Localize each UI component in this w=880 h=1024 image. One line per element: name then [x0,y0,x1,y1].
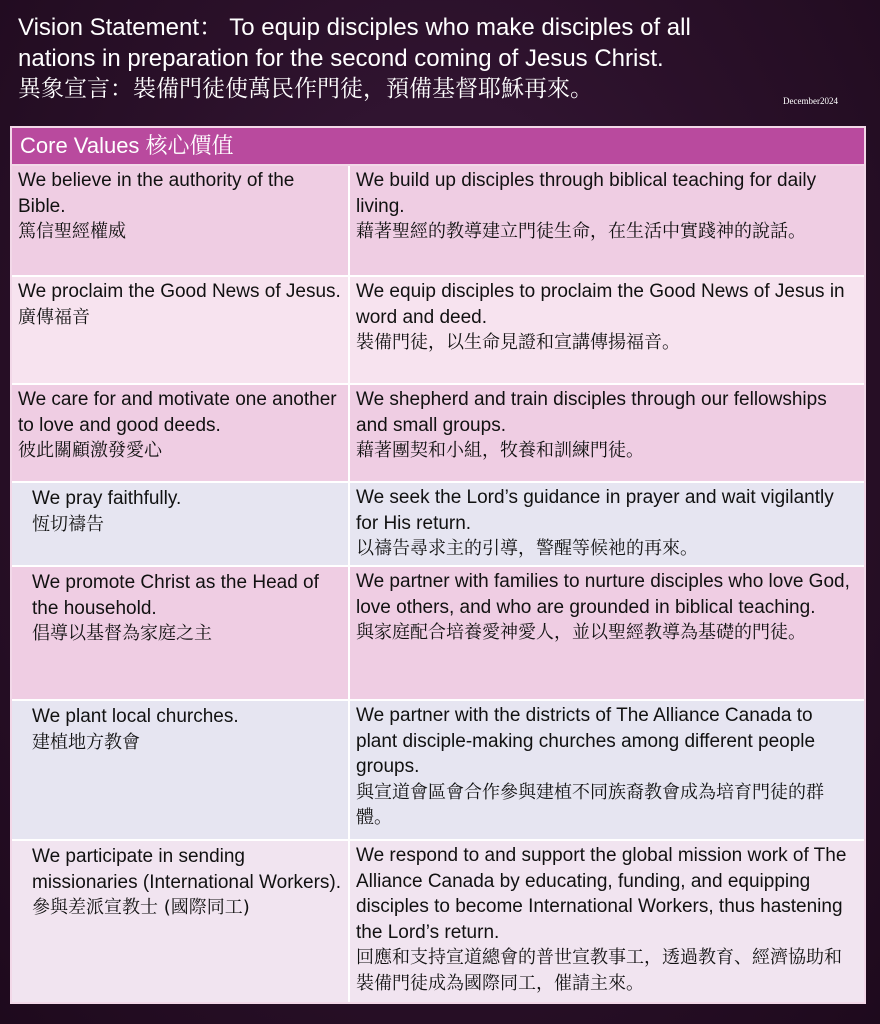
practice-zh: 裝備門徒，以生命見證和宣講傳揚福音。 [356,332,680,353]
practice-zh: 與宣道會區會合作參與建植不同族裔教會成為培育門徒的群體。 [356,781,824,828]
vision-statement [18,12,858,105]
value-cell [12,385,350,481]
value-cell [12,701,350,839]
practice-en: We respond to and support the global mission work of The Alliance Canada by educating, funding, and equipping disciples to become International Workers, thus hastening the Lord’s return. [356,845,847,943]
table-row [12,567,864,701]
practice-zh: 藉著聖經的教導建立門徒生命，在生活中實踐神的說話。 [356,221,806,242]
core-values-table [10,126,866,1004]
practice-cell [350,385,864,481]
practice-zh: 以禱告尋求主的引導，警醒等候祂的再來。 [356,538,698,559]
value-zh: 參與差派宣教士 (國際同工) [32,897,250,918]
table-row [12,701,864,841]
value-cell [12,567,350,699]
value-cell [12,483,350,565]
practice-zh: 與家庭配合培養愛神愛人，並以聖經教導為基礎的門徒。 [356,622,806,643]
practice-en: We build up disciples through biblical teaching for daily living. [356,170,817,217]
practice-en: We partner with families to nurture disciples who love God, love others, and who are grounded in biblical teaching. [356,571,850,618]
core-values-header: Core Values 核心價值 [12,128,864,166]
table-row [12,277,864,385]
vision-line-2: nations in preparation for the second coming of Jesus Christ. [18,45,664,72]
value-en: We pray faithfully. [32,488,182,509]
practice-zh: 回應和支持宣道總會的普世宣教事工，透過教育、經濟協助和裝備門徒成為國際同工，催請主來。 [356,947,842,994]
practice-zh: 藉著團契和小組，牧養和訓練門徒。 [356,440,644,461]
value-zh: 篤信聖經權威 [18,221,126,242]
value-cell [12,277,350,383]
table-row [12,385,864,483]
practice-cell [350,841,864,1002]
vision-line-zh: 異象宣言：裝備門徒使萬民作門徒，預備基督耶穌再來。 [18,76,593,102]
table-row [12,166,864,277]
value-en: We proclaim the Good News of Jesus. [18,281,341,302]
date-label: December2024 [783,96,838,106]
value-en: We plant local churches. [32,706,239,727]
table-row [12,841,864,1002]
value-en: We believe in the authority of the Bible. [18,170,295,217]
practice-en: We equip disciples to proclaim the Good News of Jesus in word and deed. [356,281,845,328]
practice-cell [350,483,864,565]
value-en: We participate in sending missionaries (International Workers). [32,846,342,893]
value-en: We promote Christ as the Head of the household. [32,572,319,619]
value-zh: 恆切禱告 [32,513,104,535]
practice-cell [350,567,864,699]
table-row [12,483,864,567]
value-en: We care for and motivate one another to love and good deeds. [18,389,337,436]
practice-cell [350,166,864,275]
value-zh: 彼此關顧激發愛心 [18,440,162,461]
practice-en: We partner with the districts of The Alliance Canada to plant disciple-making churches among different people groups. [356,705,816,777]
value-zh: 倡導以基督為家庭之主 [32,623,212,644]
vision-line-1: Vision Statement： To equip disciples who make disciples of all [18,14,691,41]
value-zh: 建植地方教會 [32,731,140,753]
practice-cell [350,277,864,383]
practice-en: We seek the Lord’s guidance in prayer and wait vigilantly for His return. [356,487,834,534]
practice-cell [350,701,864,839]
practice-en: We shepherd and train disciples through our fellowships and small groups. [356,389,827,436]
value-cell [12,841,350,1002]
value-cell [12,166,350,275]
value-zh: 廣傳福音 [18,306,90,328]
